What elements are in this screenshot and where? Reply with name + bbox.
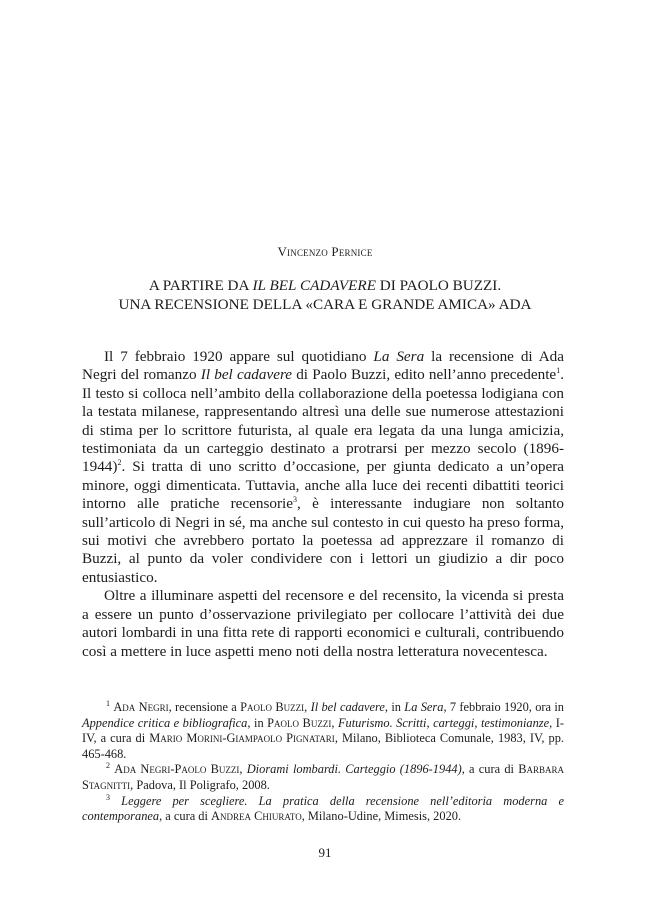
title-text: DI PAOLO BUZZI. [376,277,502,294]
footnote-ref-2: 2 [117,458,122,468]
footnote-2: $^2$ Ada Negri-Paolo Buzzi, Diorami lombardi. Carteggio (1896-1944), a cura di Barbara Stagnitti, Padova, Il Poligrafo, 2008. [82,761,565,792]
footnote-3: $^3$ Leggere per scegliere. La pratica della recensione nell’editoria moderna e contemporanea, a cura di Andrea Chiurato, Milano-Udine, Mimesis, 2020. [82,792,564,824]
footnote-number: 2 [106,761,110,771]
footnote-ref-3: 3 [293,495,298,505]
author-name: Vincenzo Pernice [277,244,373,259]
title-text: A PARTIRE DA [148,277,253,294]
article-title [0,276,650,314]
article-body [82,348,564,661]
title-line-2: UNA RECENSIONE DELLA «CARA E GRANDE AMICA» ADA [118,296,532,313]
footnote-ref-1: 1 [556,366,561,376]
title-italic-work: IL BEL CADAVERE [252,277,376,294]
paragraph-1: Il 7 febbraio 1920 appare sul quotidiano La Sera la recensione di Ada Negri del romanzo Il bel cadavere di Paolo Buzzi, edito nell’anno precedente$^1$. Il testo si colloca nell’ambito della collaborazione della poetessa lodigiana con la testata milanese, rappresentando altresì una delle sue numerose attestazioni di stima per lo scrittore futurista, al quale era legata da una lunga amicizia, testimoniata da un carteggio destinato a protrarsi per mezzo secolo (1896-1944)$^2$. Si tratta di uno scritto d’occasione, per giunta dedicato a un’opera minore, oggi dimenticata. Tuttavia, anche alla luce dei recenti dibattiti teorici intorno alle pratiche recensorie$^3$, è interessante indugiare non soltanto sull’articolo di Negri in sé, ma anche sul contesto in cui questo ha preso forma, sui motivi che avrebbero portato la poetessa ad apprezzare il romanzo di Buzzi, al punto da voler condividere con i lettori un giudizio a dir poco entusiastico. [82,348,565,586]
footnotes [82,700,564,825]
footnote-1: $^1$ Ada Negri, recensione a Paolo Buzzi, Il bel cadavere, in La Sera, 7 febbraio 1920, ora in Appendice critica e bibliografica, in Paolo Buzzi, Futurismo. Scritti, carteggi, testimonianze, I-IV, a cura di Mario Morini-Giampaolo Pignatari, Milano, Biblioteca Comunale, 1983, IV, pp. 465-468. [82,698,565,761]
title-line-1 [0,276,650,295]
footnote-number: 3 [106,792,110,802]
footnote-number: 1 [106,698,110,708]
page-number: 91 [318,845,332,860]
paragraph-2: Oltre a illuminare aspetti del recensore e del recensito, la vicenda si presta a essere un punto d’osservazione privilegiato per collocare l’attività dei due autori lombardi in una fitta rete di rapporti economici e culturali, contribuendo così a mettere in luce aspetti meno noti della nostra letteratura novecentesca. [82,587,564,660]
